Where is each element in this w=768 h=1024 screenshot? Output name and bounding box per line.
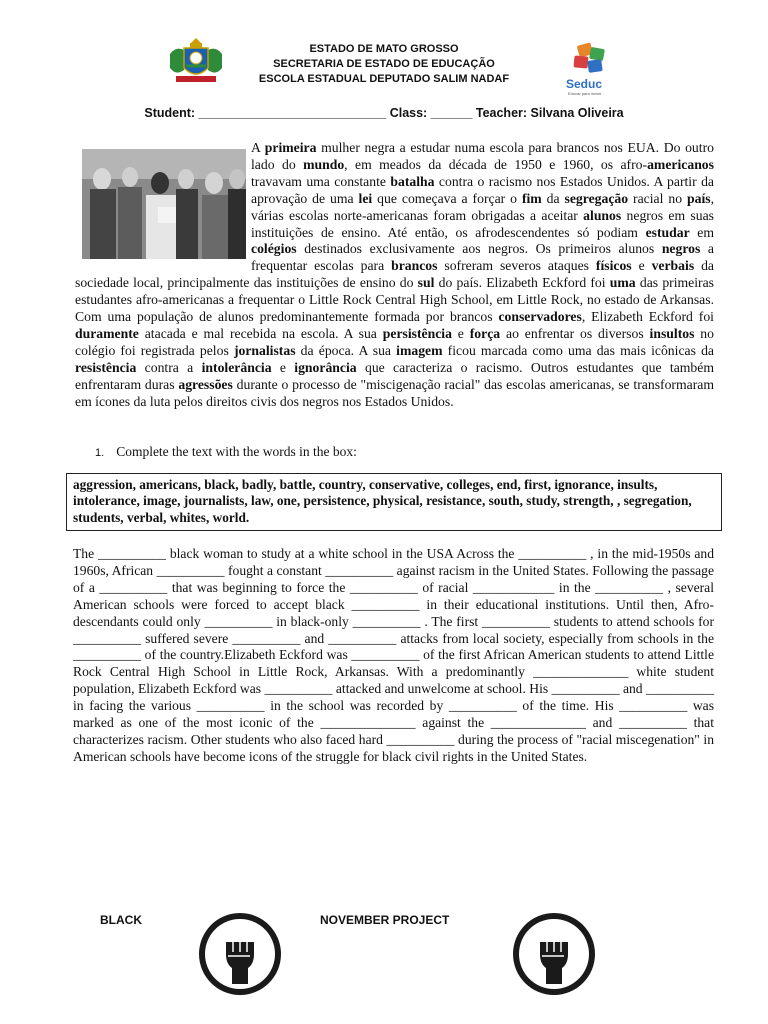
text-segment: durante o processo de "miscigenação racial" das escolas americanas, se transformaram em ícones da luta pelos direitos civis dos negros nos Estados Unidos. [75,376,714,409]
keyword: americanos [647,156,714,172]
text-segment: racial no [628,190,688,206]
text-segment: que começava a forçar o [372,190,522,206]
text-segment: da época. A sua [295,342,397,358]
keyword: intolerância [201,359,272,375]
keyword: alunos [583,207,622,223]
keyword: estudar [645,224,690,240]
text-segment: e [451,325,470,341]
keyword: persistência [382,325,452,341]
keyword: colégios [251,241,297,257]
keyword: ignorância [294,359,357,375]
footer-november-project: NOVEMBER PROJECT [320,913,450,927]
student-info-line: Student: ___________________________ Class: ______ Teacher: Silvana Oliveira [144,106,624,120]
text-segment: contra a [136,359,202,375]
text-segment: travavam uma constante [251,173,391,189]
text-segment: das primeiras estudantes afro-americanas a frequentar o Little Rock Central High School, em Little Rock, no estado de Arkansas. Com uma população de alunos predominantemente formada por brancos [75,275,715,325]
keyword: país [687,190,711,206]
text-segment: , várias escolas norte-americanas foram obrigadas a aceitar [251,190,715,223]
keyword: segregação [564,190,629,206]
raised-fist-icon [512,912,596,996]
text-segment: negros em suas instituições de ensino. Até então, os afrodescendentes só podiam [251,207,714,240]
text-segment: destinados exclusivamente aos negros. Os primeiros alunos [296,241,662,257]
keyword: agressões [178,376,233,392]
keyword: verbais [651,258,695,274]
text-segment: , Elizabeth Eckford foi [581,309,714,325]
keyword: negros [661,241,701,257]
text-segment: no colégio foi registrada pelos [75,325,714,358]
keyword: força [469,325,501,341]
fill-in-text: The __________ black woman to study at a white school in the USA Across the __________ , in the mid-1950s and 1960s, African __________ fought a constant __________ against racism in the United States. Following the passage of a __________ that was beginning to force the __________ of racial ____________ in the __________ , several American schools were forced to accept black __________ in their educational institutions. Until then, Afro- descendants could only __________ in black-only __________ . The first __________ students to attend schools for __________ suffered severe __________ and __________ attacks from local society, especially from schools in the __________ of the country.Elizabeth Eckford was __________ of the first African American students to attend Little Rock Central High School in Little Rock, Arkansas. With a predominantly ______________ white student population, Elizabeth Eckford was __________ attacked and unwelcome at school. His __________ and __________ in facing the various __________ in the school was recorded by __________ of the time. His __________ was marked as one of the most iconic of the ______________ against the ______________ and __________ that characterizes racism. Other students who also faced hard __________ during the process of "racial miscegenation" in American schools have become icons of the struggle for black civil rights in the United States. [73,546,714,764]
keyword: insultos [649,325,695,341]
keyword: brancos [391,258,438,274]
question-text: Complete the text with the words in the box: [116,444,357,459]
text-segment: A [251,140,265,155]
header-secretariat: SECRETARIA DE ESTADO DE EDUCAÇÃO [273,58,495,70]
text-segment: da [541,190,565,206]
text-segment: em [689,224,714,240]
text-segment: mulher negra a estudar numa escola para brancos nos EUA. Do outro lado do [251,140,714,172]
keyword: uma [609,275,636,291]
keyword: físicos [595,258,632,274]
keyword: resistência [75,359,137,375]
seduc-logo-text: Seduc [566,77,603,91]
text-segment: sofreram severos ataques [437,258,596,274]
question-number: 1. [95,447,105,459]
word-box: aggression, americans, black, badly, battle, country, conservative, colleges, end, first, ignorance, insults, intolerance, image, journalists, law, one, persistence, physical, resistance, south, study, strength, , segregation, students, verbal, whites, world. [66,473,722,531]
footer-black: BLACK [100,913,142,927]
text-segment: atacada e mal recebida na escola. A sua [138,325,383,341]
school-header [200,42,568,87]
keyword: conservadores [498,309,582,325]
text-segment: da sociedade local, principalmente das instituições de ensino do [75,258,714,291]
text-segment: e [631,258,652,274]
keyword: imagem [396,342,443,358]
text-segment: contra o racismo nos Estados Unidos. A partir da aprovação de uma [251,173,714,206]
seduc-logo-tagline: Educar para incluir [568,91,602,96]
keyword: mundo [303,156,345,172]
keyword: fim [521,190,542,206]
text-segment: ficou marcada como uma das mais icônicas da [442,342,714,358]
keyword: lei [358,190,373,206]
text-segment: que caracteriza o racismo. Outros estudantes que também enfrentaram duras [75,359,714,392]
keyword: primeira [264,140,317,155]
text-segment: ao enfrentar os diversos [500,325,650,341]
text-segment: , em meados da década de 1950 e 1960, os afro- [344,156,648,172]
header-school: ESCOLA ESTADUAL DEPUTADO SALIM NADAF [258,73,510,85]
keyword: duramente [75,325,139,341]
keyword: sul [417,275,435,291]
text-segment: a frequentar escolas para [251,241,715,274]
question-1 [95,444,357,460]
reading-paragraph [75,140,714,411]
text-segment: do país. Elizabeth Eckford foi [434,275,610,291]
raised-fist-icon [198,912,282,996]
keyword: batalha [390,173,435,189]
header-state: ESTADO DE MATO GROSSO [309,43,459,55]
text-segment: e [271,359,295,375]
keyword: jornalistas [233,342,296,358]
